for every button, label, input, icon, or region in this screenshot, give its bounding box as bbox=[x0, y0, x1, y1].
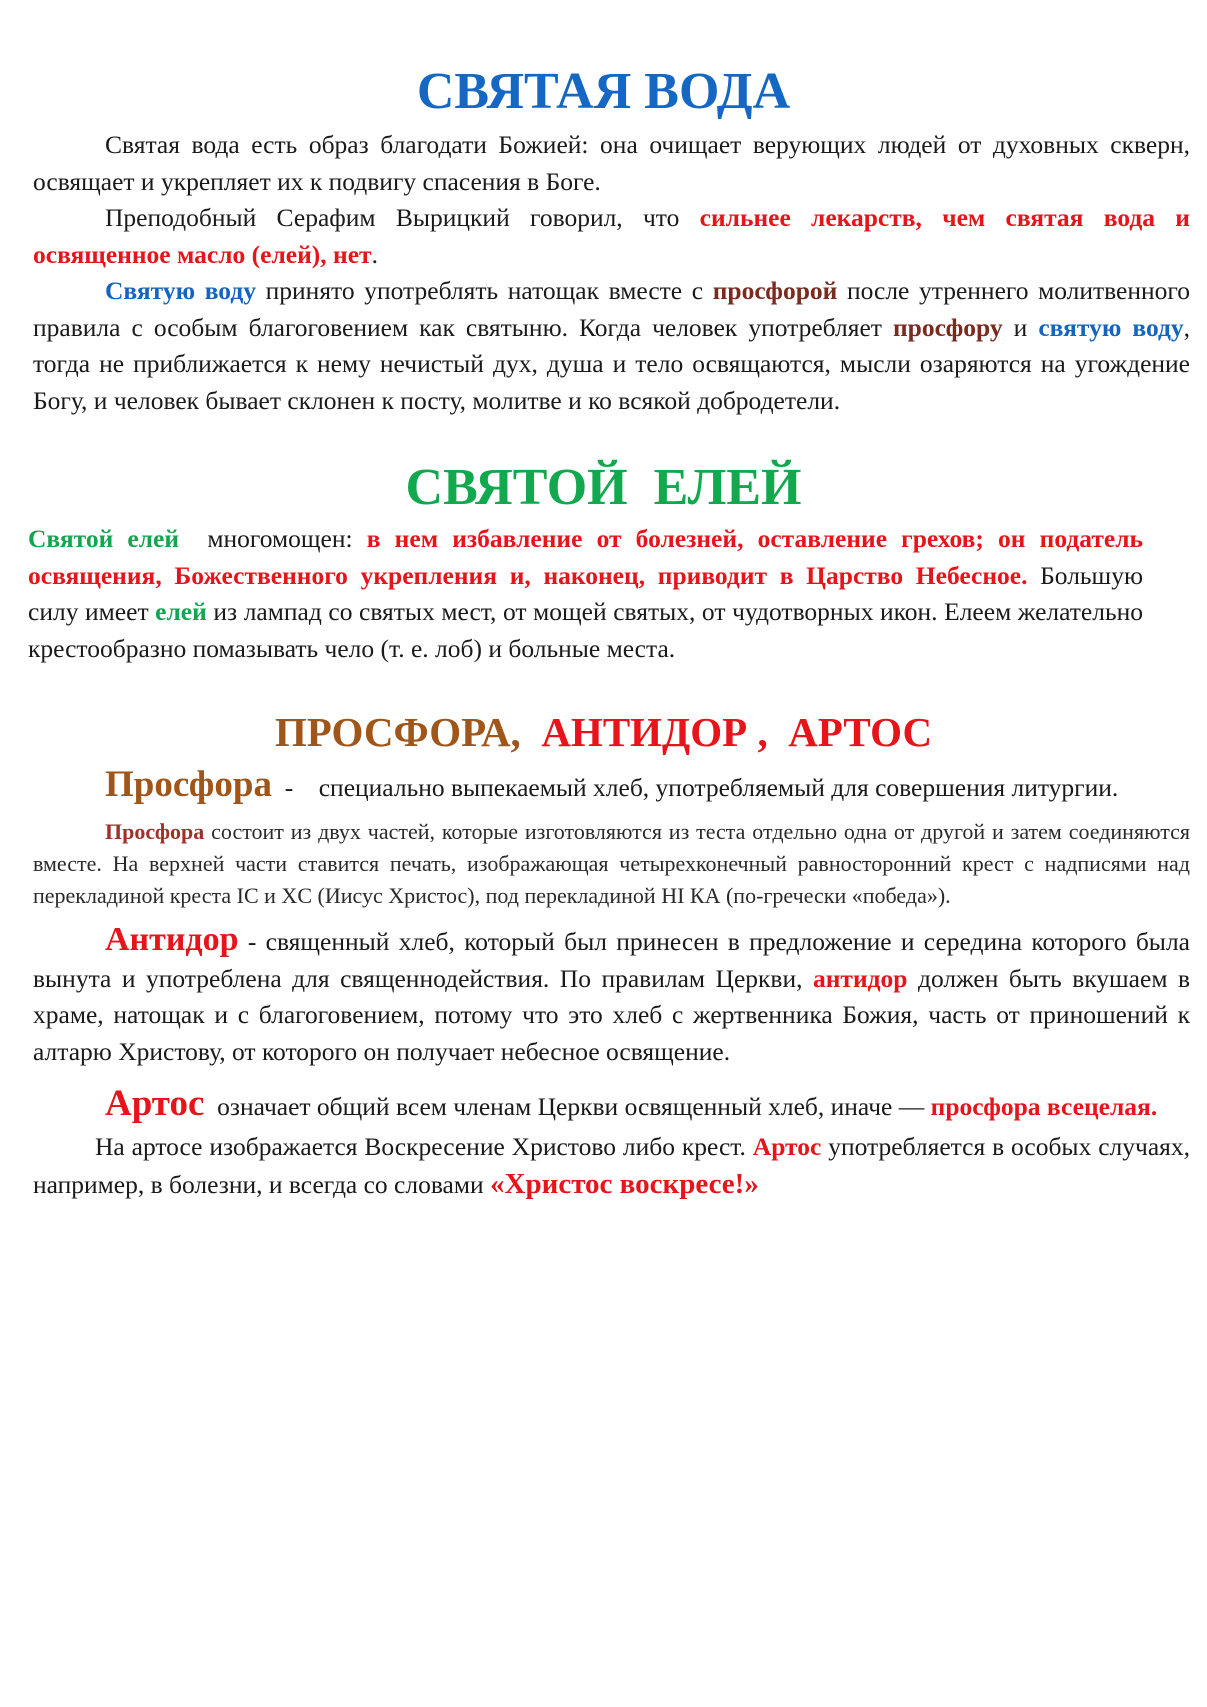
text: из лампад со святых мест, от мощей святых, от чудотворных икон. Елеем желательно крестообразно помазывать чело (т. е. лоб) и больные места. bbox=[28, 597, 1143, 663]
term-antidor: антидор bbox=[812, 963, 908, 993]
christ-is-risen: «Христос воскресе!» bbox=[490, 1167, 759, 1200]
emphasis-text: сильнее лекарств, чем святая вода и освященное масло (елей), нет bbox=[33, 203, 1190, 269]
section-holy-oil-body bbox=[28, 521, 1143, 667]
text: Преподобный Серафим Вырицкий говорил, что bbox=[105, 203, 700, 232]
title-holy-water: СВЯТАЯ ВОДА bbox=[416, 63, 791, 120]
term-holy-water: святую воду bbox=[1038, 312, 1184, 342]
text: должен быть вкушаем в храме, натощак и с благоговением, потому что это хлеб с жертвенника Божия, часть от приношений к алтарю Христову, от которого он получает небесное освящение. bbox=[33, 963, 1190, 1066]
term-prosphora-large: Просфора bbox=[105, 764, 272, 805]
title-prosphora-antidor-artos bbox=[0, 709, 1207, 755]
section-holy-water-body bbox=[33, 127, 1190, 419]
text: и bbox=[1002, 312, 1039, 342]
term-oil: елей bbox=[155, 597, 207, 626]
paragraph-prosphora-definition bbox=[33, 766, 1190, 807]
term-antidor-large: Антидор bbox=[105, 921, 239, 958]
term-prosphora: просфору bbox=[892, 312, 1003, 342]
text: Большую силу имеет bbox=[28, 560, 1143, 626]
text: - священный хлеб, который был принесен в предложение и середина которого была вынута и употреблена для священнодействия. По правилам Церкви, bbox=[33, 927, 1190, 993]
term-prosphora: просфорой bbox=[712, 276, 838, 305]
term-artos-large: Артос bbox=[105, 1083, 205, 1124]
paragraph-antidor bbox=[33, 922, 1190, 1070]
paragraph-prosphora-details bbox=[33, 816, 1190, 912]
paragraph-artos-image bbox=[33, 1129, 1190, 1203]
text: принято употреблять натощак вместе с bbox=[255, 276, 713, 305]
text: употребляется в особых случаях, например, в болезни, и всегда со словами bbox=[33, 1132, 1191, 1199]
term-artos: Артос bbox=[752, 1132, 822, 1161]
section-prosphora-body bbox=[33, 766, 1190, 1203]
heading-part: АНТИДОР , АРТОС bbox=[520, 709, 933, 755]
title-holy-oil: СВЯТОЙ ЕЛЕЙ bbox=[405, 459, 802, 516]
paragraph-holy-water-2 bbox=[33, 200, 1190, 273]
term-holy-water: Святую воду bbox=[105, 276, 256, 305]
paragraph-holy-water-3 bbox=[33, 273, 1190, 419]
text: , тогда не приближается к нему нечистый дух, душа и тело освящаются, мысли озаряются на угождение Богу, и человек бывает склонен к посту, молитве и ко всякой добродетели. bbox=[33, 312, 1190, 415]
text: . bbox=[371, 239, 378, 269]
text: состоит из двух частей, которые изготовляются из теста отдельно одна от другой и затем соединяются вместе. На верхней части ставится печать, изображающая четырехконечный равносторонний крест с надписями над перекладиной креста IC и XC (Иисус Христос), под перекладиной НI КА (по-гречески «победа»). bbox=[33, 819, 1190, 908]
text: - специально выпекаемый хлеб, употребляемый для совершения литургии. bbox=[271, 773, 1119, 802]
paragraph-holy-water-1: Святая вода есть образ благодати Божией: она очищает верующих людей от духовных скверн, освящает и укрепляет их к подвигу спасения в Боге. bbox=[33, 130, 1190, 196]
term-prosphora-small: Просфора bbox=[105, 819, 205, 844]
paragraph-artos bbox=[33, 1084, 1190, 1127]
emphasis-text: в нем избавление от болезней, оставление грехов; он податель освящения, Божественного укрепления и, наконец, приводит в Царство Небесное. bbox=[28, 524, 1143, 590]
emphasis-text: просфора всецелая. bbox=[930, 1092, 1158, 1121]
text: после утреннего молитвенного правила с особым благоговением как святыню. Когда человек употребляет bbox=[33, 276, 1190, 342]
term-holy-oil: Святой елей bbox=[28, 524, 180, 553]
text: означает общий всем членам Церкви освященный хлеб, иначе — bbox=[204, 1092, 931, 1121]
text: На артосе изображается Воскресение Христово либо крест. bbox=[95, 1132, 753, 1161]
paragraph-holy-oil bbox=[28, 521, 1143, 667]
heading-part: ПРОСФОРА, bbox=[274, 709, 521, 755]
text: многомощен: bbox=[179, 524, 367, 553]
